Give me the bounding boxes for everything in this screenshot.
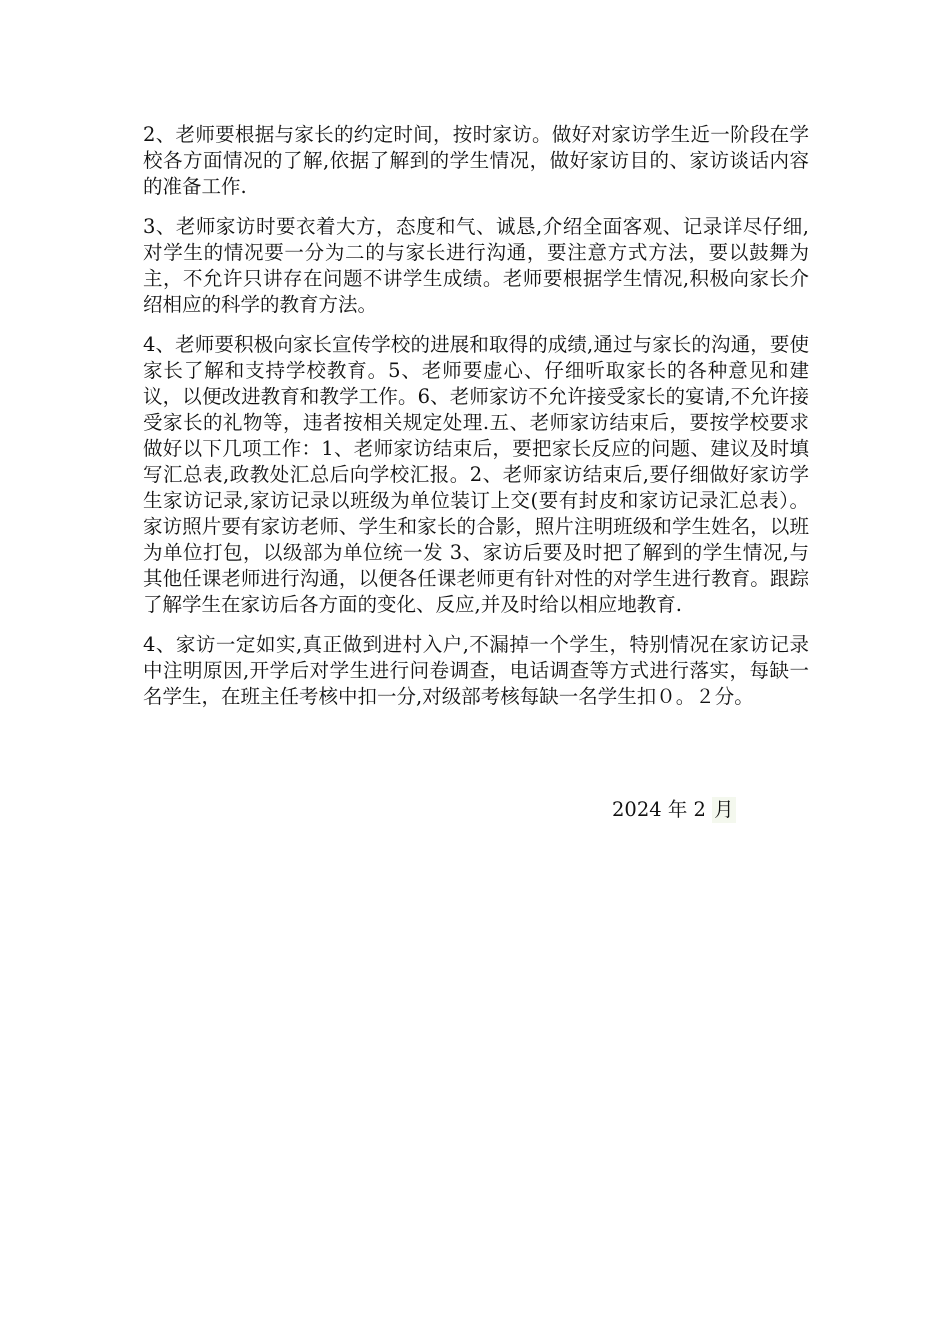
document-date xyxy=(612,797,736,823)
paragraph-3: 3、老师家访时要衣着大方，态度和气、诚恳,介绍全面客观、记录详尽仔细,对学生的情况要一分为二的与家长进行沟通，要注意方式方法，要以鼓舞为主，不允许只讲存在问题不讲学生成绩。老师要根据学生情况,积极向家长介绍相应的科学的教育方法。 xyxy=(143,215,809,316)
document-body xyxy=(143,122,809,724)
paragraph-2: 2、老师要根据与家长的约定时间，按时家访。做好对家访学生近一阶段在学校各方面情况的了解,依据了解到的学生情况，做好家访目的、家访谈话内容的准备工作. xyxy=(143,123,809,198)
paragraph-4b: 4、家访一定如实,真正做到进村入户,不漏掉一个学生，特别情况在家访记录中注明原因,开学后对学生进行问卷调查，电话调查等方式进行落实，每缺一名学生，在班主任考核中扣一分,对级部考核每缺一名学生扣０。２分。 xyxy=(143,633,809,708)
date-prefix: 2024 年 2 xyxy=(612,798,713,821)
paragraph-4: 4、老师要积极向家长宣传学校的进展和取得的成绩,通过与家长的沟通，要使家长了解和支持学校教育。5、老师要虚心、仔细听取家长的各种意见和建议，以便改进教育和教学工作。6、老师家访不允许接受家长的宴请,不允许接受家长的礼物等，违者按相关规定处理.五、老师家访结束后，要按学校要求做好以下几项工作：1、老师家访结束后，要把家长反应的问题、建议及时填写汇总表,政教处汇总后向学校汇报。2、老师家访结束后,要仔细做好家访学生家访记录,家访记录以班级为单位装订上交(要有封皮和家访记录汇总表）。家访照片要有家访老师、学生和家长的合影，照片注明班级和学生姓名，以班为单位打包，以级部为单位统一发 3、家访后要及时把了解到的学生情况,与其他任课老师进行沟通，以便各任课老师更有针对性的对学生进行教育。跟踪了解学生在家访后各方面的变化、反应,并及时给以相应地教育. xyxy=(143,333,809,616)
date-month: 月 xyxy=(714,798,734,821)
